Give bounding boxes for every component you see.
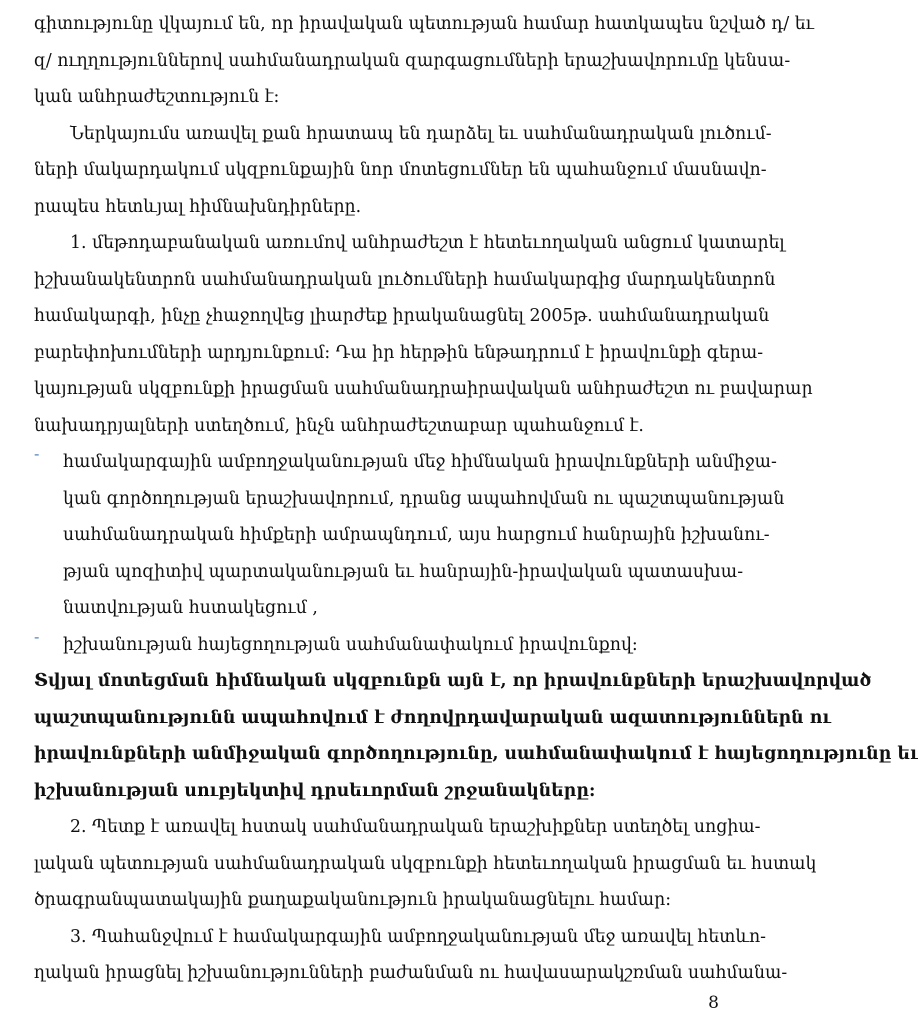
text-line: կայության սկզբունքի իրացման սահմանադրաիրավական անհրաժեշտ ու բավարար [34, 379, 813, 399]
text-line: 1. մեթոդաբանական առումով անհրաժեշտ է հետեւողական անցում կատարել [70, 233, 785, 253]
text-line: թյան պոզիտիվ պարտականության եւ հանրային-իրավական պատասխա- [63, 561, 744, 582]
paragraph-intro-continuation [34, 6, 814, 116]
text-line: Ներկայումս առավել քան հրատապ են դարձել եւ սահմանադրական լուծում- [70, 123, 772, 144]
text-line: 2. Պետք է առավել հստակ սահմանադրական երաշխիքներ ստեղծել սոցիա- [70, 817, 761, 837]
page-number: 8 [708, 993, 719, 1013]
text-line: 3. Պահանջվում է համակարգային ամբողջականության մեջ առավել հետևո- [70, 926, 767, 947]
text-line: Տվյալ մոտեցման հիմնական սկզբունքն այն է, որ իրավունքների երաշխավորված [34, 671, 872, 691]
paragraph-principle-bold [34, 663, 918, 809]
text-line: իրավունքների անմիջական գործողությունը, սահմանափակում է հայեցողությունը եւ [34, 744, 918, 764]
paragraph-item-2 [34, 809, 817, 919]
text-line: բարեփոխումների արդյունքում: Դա իր հերթին ենթադրում է իրավունքի գերա- [34, 342, 764, 363]
bullet-item-2 [34, 627, 726, 664]
text-line: նատվության հստակեցում , [63, 598, 318, 618]
paragraph-current-issues [34, 116, 772, 226]
bullet-dash-icon: - [34, 626, 40, 646]
text-line: ների մակարդակում սկզբունքային նոր մոտեցումներ են պահանջում մասնավո- [34, 160, 767, 180]
bullet-item-1 [34, 444, 785, 627]
text-line: ղական իրացնել իշխանությունների բաժանման ու հավասարակշռման սահմանա- [34, 963, 788, 983]
paragraph-item-1 [34, 225, 813, 444]
text-line: իշխանության սուբյեկտիվ դրսեւորման շրջանակները: [34, 780, 596, 801]
text-line: զ/ ուղղություններով սահմանադրական զարգացումների երաշխավորումը կենսա- [34, 50, 791, 71]
text-line: կան գործողության երաշխավորում, դրանց ապահովման ու պաշտպանության [63, 488, 785, 509]
text-line: համակարգային ամբողջականության մեջ հիմնական իրավունքների անմիջա- [63, 452, 777, 472]
text-line: կան անհրաժեշտություն է: [34, 87, 280, 107]
bullet-dash-icon: - [34, 444, 40, 463]
text-line: իշխանության հայեցողության սահմանափակում իրավունքով: [63, 634, 638, 655]
text-line: լական պետության սահմանադրական սկզբունքի հետեւողական իրացման եւ հստակ [34, 853, 817, 874]
text-line: նախադրյալների ստեղծում, ինչն անհրաժեշտաբար պահանջում է. [34, 415, 644, 436]
text-line: սահմանադրական հիմքերի ամրապնդում, այս հարցում հանրային իշխանու- [63, 525, 770, 545]
text-line: գիտությունը վկայում են, որ իրավական պետության համար հատկապես նշված դ/ եւ [34, 14, 814, 34]
paragraph-item-3 [34, 919, 788, 992]
text-line: ծրագրանպատակային քաղաքականություն իրականացնելու համար: [34, 890, 672, 910]
text-line: րապես հետևյալ հիմնախնդիրները. [34, 196, 362, 217]
text-line: համակարգի, ինչը չհաջողվեց լիարժեք իրականացնել 2005թ. սահմանադրական [34, 306, 770, 326]
text-line: պաշտպանությունն ապահովում է ժողովրդավարական ազատություններն ու [34, 707, 831, 728]
text-line: իշխանակենտրոն սահմանադրական լուծումների համակարգից մարդակենտրոն [34, 269, 776, 290]
